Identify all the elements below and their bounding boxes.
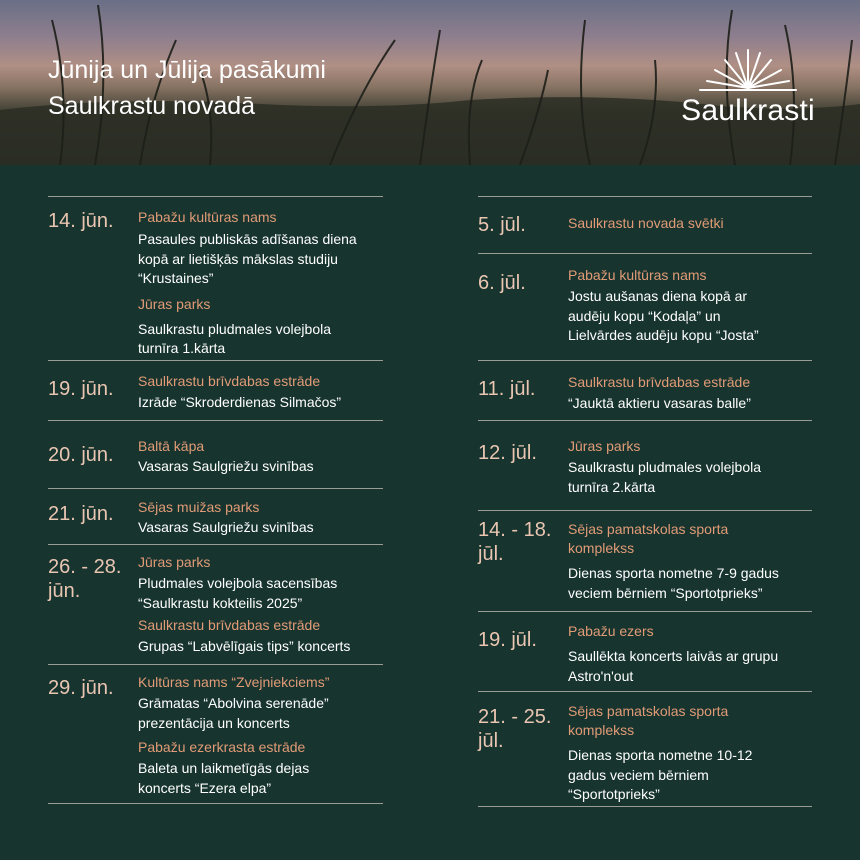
event-venue: Saulkrastu brīvdabas estrāde	[568, 374, 751, 390]
event-venue: Kultūras nams “Zvejniekciems”	[138, 674, 330, 690]
sunrise-icon	[698, 44, 798, 94]
event-21-jun	[48, 488, 383, 544]
event-description: Dienas sporta nometne 10-12 gadus veciem bērniem “Sportotprieks”	[568, 747, 753, 802]
event-14-18-jul	[478, 510, 812, 611]
event-19-jun	[48, 360, 383, 420]
event-description: Pludmales volejbola sacensības “Saulkrastu kokteilis 2025”	[138, 575, 338, 611]
event-description: Baleta un laikmetīgās dejas koncerts “Ezera elpa”	[138, 760, 310, 796]
event-venue: Jūras parks	[138, 295, 211, 312]
event-date: 21. - 25. jūl.	[478, 706, 552, 752]
event-venue: Sējas muižas parks	[138, 499, 260, 515]
event-date: 12. jūl.	[478, 442, 537, 464]
event-description: Dienas sporta nometne 7-9 gadus veciem bērniem “Sportotprieks”	[568, 565, 779, 601]
event-date: 14. jūn.	[48, 210, 114, 232]
event-description: Vasaras Saulgriežu svinības	[138, 458, 314, 474]
event-date: 11. jūl.	[478, 378, 536, 400]
event-venue: Saulkrastu brīvdabas estrāde	[138, 373, 321, 389]
event-description: Grāmatas “Abolvina serenāde” prezentācija un koncerts	[138, 695, 329, 731]
event-description: Saullēkta koncerts laivās ar grupu Astro'n'out	[568, 648, 779, 684]
event-date: 29. jūn.	[48, 677, 114, 699]
event-5-jul	[478, 196, 812, 253]
header-banner	[0, 0, 860, 165]
event-date: 26. - 28. jūn.	[48, 556, 122, 602]
event-description: Pasaules publiskās adīšanas diena kopā ar lietišķās mākslas studiju “Krustaines”	[138, 231, 357, 286]
event-venue: Pabažu kultūras nams	[138, 209, 277, 225]
event-date: 6. jūl.	[478, 272, 526, 294]
event-description: Grupas “Labvēlīgais tips” koncerts	[138, 638, 351, 654]
event-date: 14. - 18. jūl.	[478, 519, 552, 565]
event-20-jun	[48, 420, 383, 488]
event-29-jun	[48, 664, 383, 804]
saulkrasti-logo	[678, 44, 818, 132]
event-description: Izrāde “Skroderdienas Silmačos”	[138, 394, 342, 410]
event-description: Vasaras Saulgriežu svinības	[138, 519, 314, 535]
event-19-jul	[478, 611, 812, 691]
event-venue: Sējas pamatskolas sporta komplekss	[568, 521, 729, 556]
event-venue: Jūras parks	[568, 438, 641, 454]
event-12-jul	[478, 420, 812, 510]
event-date: 19. jūn.	[48, 378, 114, 400]
event-description: Saulkrastu pludmales volejbola turnīra 1.kārta	[138, 320, 331, 356]
logo-wordmark: Saulkrasti	[681, 94, 815, 127]
event-venue: Pabažu ezerkrasta estrāde	[138, 739, 306, 755]
right-events-column	[478, 196, 812, 807]
event-date: 20. jūn.	[48, 444, 114, 466]
event-description: “Jauktā aktieru vasaras balle”	[568, 395, 751, 411]
event-14-jun	[48, 196, 383, 360]
event-venue: Jūras parks	[138, 554, 211, 570]
title-line-1: Jūnija un Jūlija pasākumi	[48, 56, 326, 84]
event-description: Jostu aušanas diena kopā ar audēju kopu “Kodaļa” un Lielvārdes audēju kopu “Josta”	[568, 288, 759, 343]
event-21-25-jul	[478, 691, 812, 807]
title-line-2: Saulkrastu novadā	[48, 92, 256, 120]
event-venue: Saulkrastu novada svētki	[568, 215, 724, 231]
event-date: 5. jūl.	[478, 214, 526, 236]
event-venue: Sējas pamatskolas sporta komplekss	[568, 703, 729, 738]
event-venue: Saulkrastu brīvdabas estrāde	[138, 617, 321, 633]
event-venue: Pabažu ezers	[568, 623, 654, 639]
event-26-28-jun	[48, 544, 383, 664]
event-description: Saulkrastu pludmales volejbola turnīra 2.kārta	[568, 459, 761, 495]
event-venue: Pabažu kultūras nams	[568, 267, 707, 283]
left-events-column	[48, 196, 383, 804]
page-title	[48, 52, 408, 124]
event-date: 21. jūn.	[48, 503, 114, 525]
event-11-jul	[478, 360, 812, 420]
event-6-jul	[478, 253, 812, 360]
event-venue: Baltā kāpa	[138, 438, 205, 454]
event-date: 19. jūl.	[478, 629, 537, 651]
